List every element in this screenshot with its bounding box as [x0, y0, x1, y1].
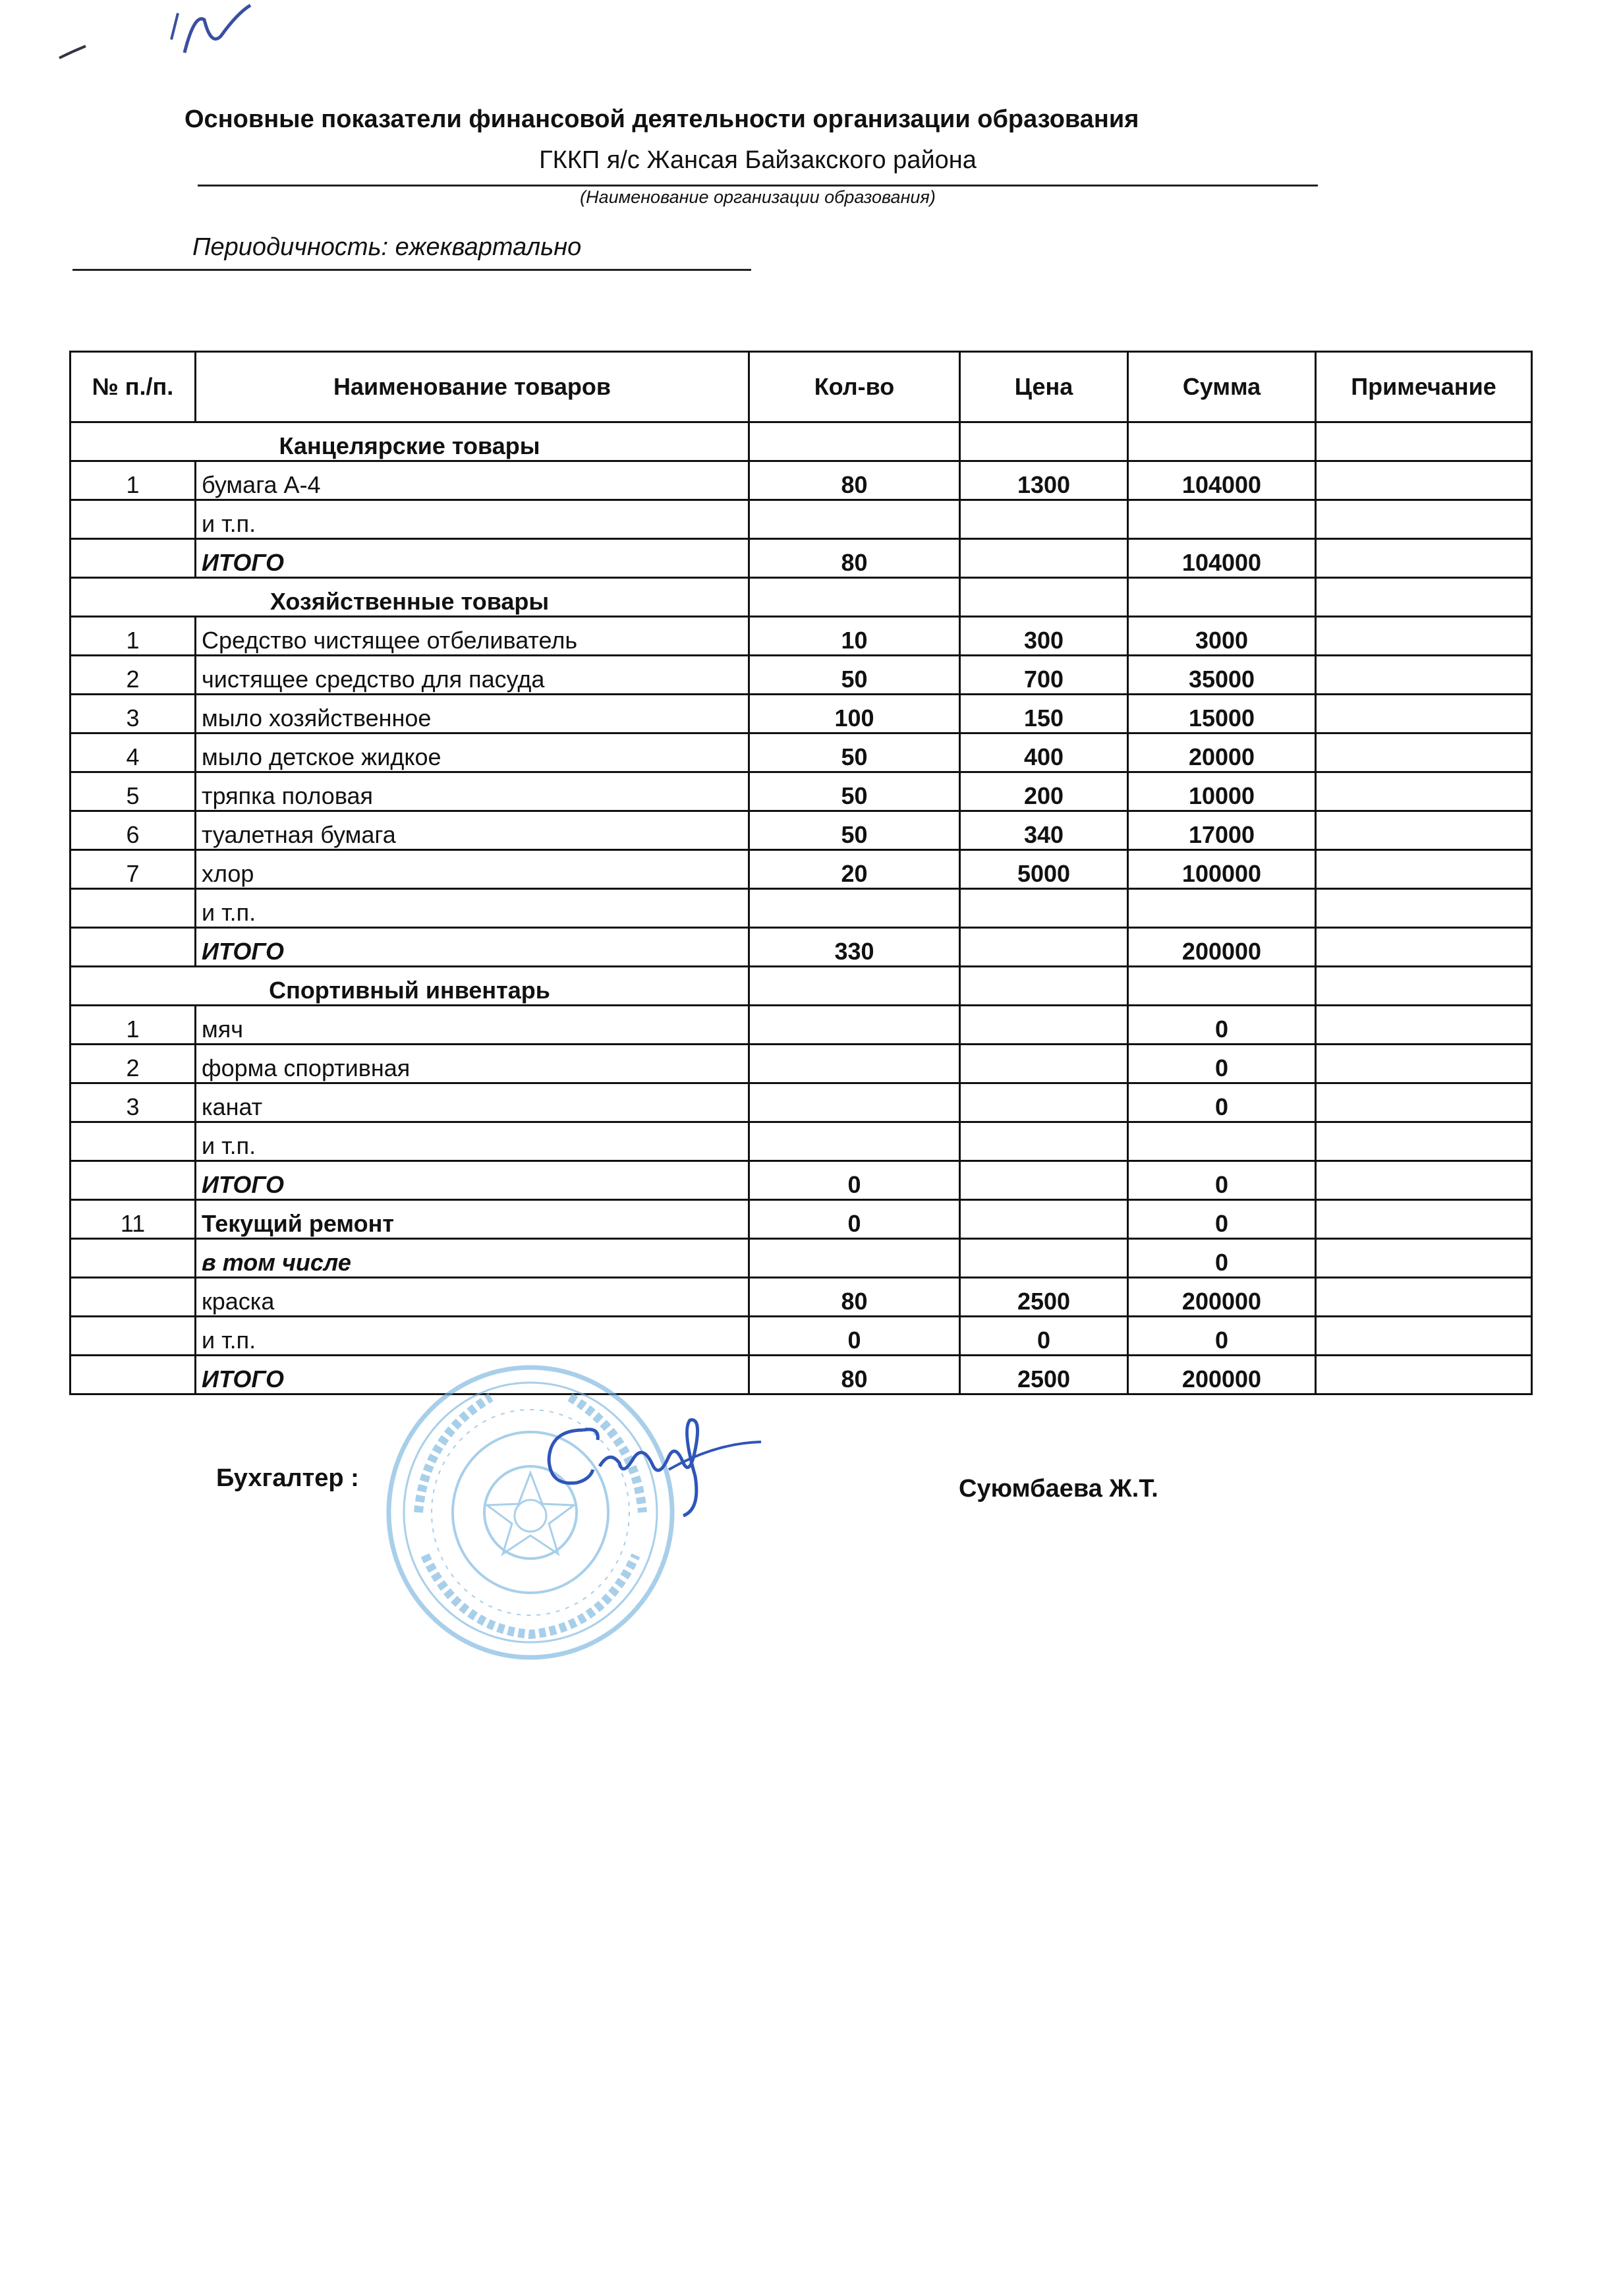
row-name: хлор: [196, 850, 749, 889]
row-quantity: 0: [749, 1317, 960, 1356]
row-sum: 100000: [1128, 850, 1316, 889]
row-number: 2: [71, 656, 196, 695]
row-quantity: 50: [749, 811, 960, 850]
row-sum: 3000: [1128, 617, 1316, 656]
row-number: [71, 1317, 196, 1356]
row-price: [960, 1239, 1128, 1278]
row-name: туалетная бумага: [196, 811, 749, 850]
row-quantity: 10: [749, 617, 960, 656]
section-row: [71, 422, 1532, 461]
row-name: форма спортивная: [196, 1045, 749, 1083]
row-note: [1316, 1239, 1532, 1278]
row-name: тряпка половая: [196, 772, 749, 811]
row-note: [1316, 1006, 1532, 1045]
table-header-row: [71, 352, 1532, 422]
row-number: 3: [71, 1083, 196, 1122]
table-row: [71, 1122, 1532, 1161]
section-row: [71, 967, 1532, 1006]
table-row: [71, 1045, 1532, 1083]
row-price: 400: [960, 733, 1128, 772]
total-quantity: 0: [749, 1161, 960, 1200]
table-row: [71, 1006, 1532, 1045]
row-note: [1316, 1278, 1532, 1317]
row-note: [1316, 461, 1532, 500]
row-name: бумага А-4: [196, 461, 749, 500]
total-price: [960, 539, 1128, 578]
row-sum: 17000: [1128, 811, 1316, 850]
row-number: 1: [71, 1006, 196, 1045]
row-price: 340: [960, 811, 1128, 850]
column-header-sum: Сумма: [1128, 352, 1316, 422]
section-title: Канцелярские товары: [71, 422, 749, 461]
total-quantity: 330: [749, 928, 960, 967]
row-sum: 0: [1128, 1317, 1316, 1356]
row-note: [1316, 772, 1532, 811]
total-price: [960, 1161, 1128, 1200]
row-name: краска: [196, 1278, 749, 1317]
total-price: 2500: [960, 1356, 1128, 1394]
row-price: [960, 1122, 1128, 1161]
document-title: Основные показатели финансовой деятельности организации образования: [185, 105, 1139, 133]
row-quantity: [749, 1122, 960, 1161]
row-price: 2500: [960, 1278, 1128, 1317]
column-header-quantity: Кол-во: [749, 352, 960, 422]
row-name: канат: [196, 1083, 749, 1122]
organization-caption: (Наименование организации образования): [580, 187, 936, 207]
column-header-note: Примечание: [1316, 352, 1532, 422]
table-row: [71, 1278, 1532, 1317]
table-row: [71, 733, 1532, 772]
row-sum: [1128, 1122, 1316, 1161]
row-quantity: 80: [749, 461, 960, 500]
row-price: 1300: [960, 461, 1128, 500]
total-label: ИТОГО: [196, 539, 749, 578]
row-quantity: 50: [749, 733, 960, 772]
row-note: [1316, 811, 1532, 850]
table-row: [71, 850, 1532, 889]
row-name: мыло детское жидкое: [196, 733, 749, 772]
row-sum: 10000: [1128, 772, 1316, 811]
row-name: и т.п.: [196, 889, 749, 928]
total-quantity: 80: [749, 1356, 960, 1394]
row-price: [960, 1045, 1128, 1083]
row-note: [1316, 1045, 1532, 1083]
row-price: [960, 500, 1128, 539]
section-row: [71, 578, 1532, 617]
row-sum: 0: [1128, 1200, 1316, 1239]
table-row: [71, 461, 1532, 500]
total-label: ИТОГО: [196, 928, 749, 967]
row-number: [71, 889, 196, 928]
row-price: 200: [960, 772, 1128, 811]
total-row: [71, 928, 1532, 967]
row-sum: 35000: [1128, 656, 1316, 695]
table-row: [71, 656, 1532, 695]
table-row: [71, 1083, 1532, 1122]
total-sum: 104000: [1128, 539, 1316, 578]
financial-indicators-table: [69, 351, 1533, 1395]
table-row: [71, 889, 1532, 928]
row-note: [1316, 617, 1532, 656]
row-note: [1316, 889, 1532, 928]
row-note: [1316, 1083, 1532, 1122]
total-label: ИТОГО: [196, 1356, 749, 1394]
organization-name: ГККП я/с Жансая Байзакского района: [539, 146, 977, 174]
row-number: 11: [71, 1200, 196, 1239]
row-sum: 20000: [1128, 733, 1316, 772]
row-note: [1316, 850, 1532, 889]
row-number: 6: [71, 811, 196, 850]
row-price: 5000: [960, 850, 1128, 889]
repair-header-row: [71, 1200, 1532, 1239]
row-note: [1316, 733, 1532, 772]
row-note: [1316, 1200, 1532, 1239]
periodicity-text: Периодичность: ежеквартально: [192, 233, 582, 261]
row-price: [960, 1006, 1128, 1045]
row-number: 3: [71, 695, 196, 733]
row-quantity: [749, 1239, 960, 1278]
row-name: чистящее средство для пасуда: [196, 656, 749, 695]
table-row: [71, 1317, 1532, 1356]
row-name: и т.п.: [196, 1317, 749, 1356]
row-quantity: 0: [749, 1200, 960, 1239]
row-name: и т.п.: [196, 1122, 749, 1161]
column-header-price: Цена: [960, 352, 1128, 422]
row-note: [1316, 1122, 1532, 1161]
row-sum: [1128, 500, 1316, 539]
total-quantity: 80: [749, 539, 960, 578]
total-label: ИТОГО: [196, 1161, 749, 1200]
row-price: 0: [960, 1317, 1128, 1356]
row-price: [960, 1083, 1128, 1122]
row-price: 300: [960, 617, 1128, 656]
total-sum: 200000: [1128, 1356, 1316, 1394]
row-quantity: 50: [749, 656, 960, 695]
organization-underline: [198, 185, 1318, 187]
row-price: 700: [960, 656, 1128, 695]
row-number: 5: [71, 772, 196, 811]
column-header-number: № п./п.: [71, 352, 196, 422]
row-quantity: 20: [749, 850, 960, 889]
handwritten-check-mark: [46, 0, 270, 72]
table-row: [71, 695, 1532, 733]
row-name: в том числе: [196, 1239, 749, 1278]
row-note: [1316, 1317, 1532, 1356]
row-note: [1316, 500, 1532, 539]
row-quantity: 80: [749, 1278, 960, 1317]
row-name: Текущий ремонт: [196, 1200, 749, 1239]
total-row: [71, 539, 1532, 578]
periodicity-underline: [72, 269, 751, 271]
row-price: [960, 1200, 1128, 1239]
row-number: 2: [71, 1045, 196, 1083]
row-quantity: [749, 1006, 960, 1045]
row-name: мыло хозяйственное: [196, 695, 749, 733]
row-number: 1: [71, 617, 196, 656]
accountant-name: Суюмбаева Ж.Т.: [959, 1475, 1158, 1503]
total-row: [71, 1161, 1532, 1200]
row-price: 150: [960, 695, 1128, 733]
row-sum: 15000: [1128, 695, 1316, 733]
row-quantity: [749, 889, 960, 928]
row-quantity: [749, 1083, 960, 1122]
row-note: [1316, 695, 1532, 733]
row-number: 4: [71, 733, 196, 772]
row-sum: [1128, 889, 1316, 928]
row-quantity: 50: [749, 772, 960, 811]
row-number: 1: [71, 461, 196, 500]
row-number: [71, 1278, 196, 1317]
row-number: [71, 1122, 196, 1161]
row-price: [960, 889, 1128, 928]
row-quantity: [749, 1045, 960, 1083]
row-sum: 0: [1128, 1083, 1316, 1122]
total-sum: 0: [1128, 1161, 1316, 1200]
row-quantity: 100: [749, 695, 960, 733]
row-name: мяч: [196, 1006, 749, 1045]
row-number: [71, 500, 196, 539]
section-title: Хозяйственные товары: [71, 578, 749, 617]
table-row: [71, 617, 1532, 656]
row-number: 7: [71, 850, 196, 889]
total-row: [71, 1356, 1532, 1394]
repair-subheader-row: [71, 1239, 1532, 1278]
row-quantity: [749, 500, 960, 539]
table-row: [71, 772, 1532, 811]
row-sum: 0: [1128, 1006, 1316, 1045]
row-name: Средство чистящее отбеливатель: [196, 617, 749, 656]
table-row: [71, 500, 1532, 539]
handwritten-signature: [537, 1404, 764, 1522]
table-row: [71, 811, 1532, 850]
row-sum: 0: [1128, 1045, 1316, 1083]
row-sum: 200000: [1128, 1278, 1316, 1317]
total-sum: 200000: [1128, 928, 1316, 967]
row-note: [1316, 656, 1532, 695]
accountant-label: Бухгалтер :: [216, 1464, 359, 1492]
row-sum: 0: [1128, 1239, 1316, 1278]
total-price: [960, 928, 1128, 967]
row-sum: 104000: [1128, 461, 1316, 500]
row-name: и т.п.: [196, 500, 749, 539]
section-title: Спортивный инвентарь: [71, 967, 749, 1006]
column-header-name: Наименование товаров: [196, 352, 749, 422]
